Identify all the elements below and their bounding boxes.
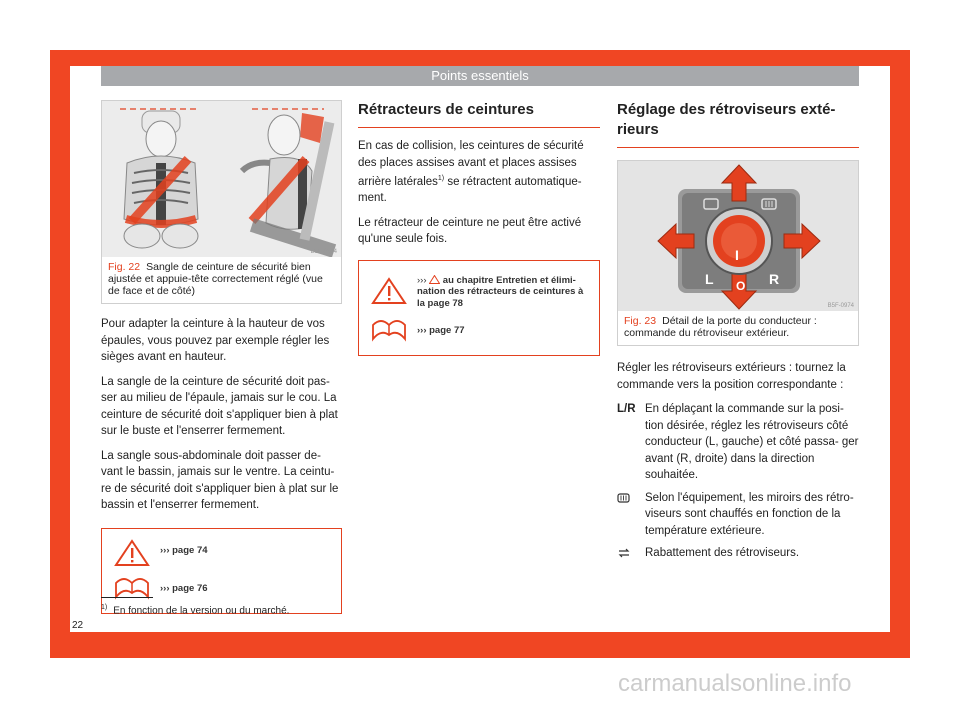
fold-symbol-icon <box>702 197 722 211</box>
figure-caption-text: Sangle de ceinture de sécurité bien ajustée et appuie-tête correctement réglé (vue de face et de côté) <box>108 261 323 297</box>
page-number: 22 <box>72 620 84 631</box>
manual-book-icon <box>114 575 150 603</box>
ref-text: au chapitre Entretien et élimi- nation des rétracteurs de ceintures à <box>417 274 584 298</box>
list-item <box>617 490 859 540</box>
figure-code: B5F-0934 <box>310 249 337 255</box>
paragraph-text: En cas de collision, les ceintures de sécurité des places assises avant et places assises arrière latérales <box>358 140 584 188</box>
paragraph: Régler les rétroviseurs extérieurs : tournez la commande vers la position correspondante : <box>617 362 846 391</box>
list-item <box>617 545 859 565</box>
figure-caption <box>618 311 858 345</box>
book-reference <box>369 317 589 345</box>
position-description: Selon l'équipement, les miroirs des rétro- viseurs sont chauffés en fonction de la température extérieure. <box>645 491 854 537</box>
seatbelt-illustration <box>102 101 341 257</box>
reference-box <box>358 260 600 357</box>
figure-caption-text: Détail de la porte du conducteur : commande du rétroviseur extérieur. <box>624 315 817 339</box>
knob-letter-mid: I <box>735 247 739 263</box>
position-description: En déplaçant la commande sur la posi- tion désirée, réglez les rétroviseurs côté conducteur (L, gauche) et côté passa- ger avant (R, droite) dans la direction souhaitée. <box>645 403 859 481</box>
paragraph <box>358 138 600 207</box>
paragraph: Le rétracteur de ceinture ne peut être activé qu'une seule fois. <box>358 216 582 246</box>
book-reference <box>112 575 331 603</box>
mirror-control-illustration <box>618 161 858 311</box>
ref-prefix: ››› <box>417 274 427 286</box>
fold-mirror-icon <box>617 545 645 565</box>
page-link[interactable]: ››› page 77 <box>417 325 465 337</box>
column-mirrors <box>617 100 859 571</box>
paragraph: La sangle de la ceinture de sécurité doit pas- ser au milieu de l'épaule, jamais sur le cou. La ceinture de sécurité doit s'appliquer bien à plat sur le buste et l'enserrer fermement. <box>101 375 338 437</box>
footnote-divider <box>101 597 153 598</box>
section-title: Rétracteurs de ceintures <box>358 100 600 128</box>
heated-mirror-icon <box>617 490 645 540</box>
page-link[interactable]: ››› page 76 <box>160 582 208 594</box>
figure-22 <box>101 100 342 304</box>
knob-letter-left: L <box>705 271 714 287</box>
knob-letter-right: R <box>769 271 780 287</box>
side-view-figure <box>242 109 334 251</box>
knob-letter-off: O <box>736 279 746 293</box>
warning-triangle-icon <box>114 539 150 567</box>
section-header: Points essentiels <box>101 66 859 86</box>
small-warning-icon <box>429 275 440 284</box>
footnote-mark: 1) <box>437 175 445 182</box>
list-item <box>617 401 859 484</box>
warning-triangle-icon <box>371 277 407 305</box>
position-key: L/R <box>617 403 636 415</box>
paragraph: La sangle sous-abdominale doit passer de- vant le bassin, jamais sur le ventre. La ceintu- re de sécurité doit s'appliquer bien à plat sur le bassin et l'enserrer fermement. <box>101 449 339 511</box>
paragraph-text: se rétractent automatique- ment. <box>358 175 582 205</box>
column-retractors <box>358 100 600 356</box>
ref-page: la page 78 <box>417 297 463 309</box>
heating-symbol-icon <box>760 197 780 211</box>
position-description: Rabattement des rétroviseurs. <box>645 547 800 559</box>
watermark: carmanualsonline.info <box>618 670 852 697</box>
figure-code: B5F-0974 <box>827 303 854 309</box>
manual-book-icon <box>371 317 407 345</box>
chapter-reference[interactable] <box>417 271 589 310</box>
footnote-text: En fonction de la version ou du marché. <box>113 605 290 617</box>
front-view-figure <box>120 109 200 248</box>
section-title: Réglage des rétroviseurs exté- rieurs <box>617 100 859 148</box>
figure-caption <box>102 257 341 303</box>
footnote-mark: 1) <box>101 604 108 611</box>
column-seatbelt <box>101 100 342 617</box>
control-positions-list <box>617 401 859 565</box>
warning-reference <box>369 271 589 310</box>
figure-23 <box>617 160 859 346</box>
figure-label: Fig. 23 <box>624 315 657 327</box>
footnote <box>101 604 289 616</box>
warning-reference <box>112 539 331 567</box>
page-link[interactable]: ››› page 74 <box>160 544 208 556</box>
paragraph: Pour adapter la ceinture à la hauteur de vos épaules, vous pouvez par exemple régler les sièges avant en hauteur. <box>101 318 330 363</box>
reference-box <box>101 528 342 617</box>
figure-label: Fig. 22 <box>108 261 141 273</box>
